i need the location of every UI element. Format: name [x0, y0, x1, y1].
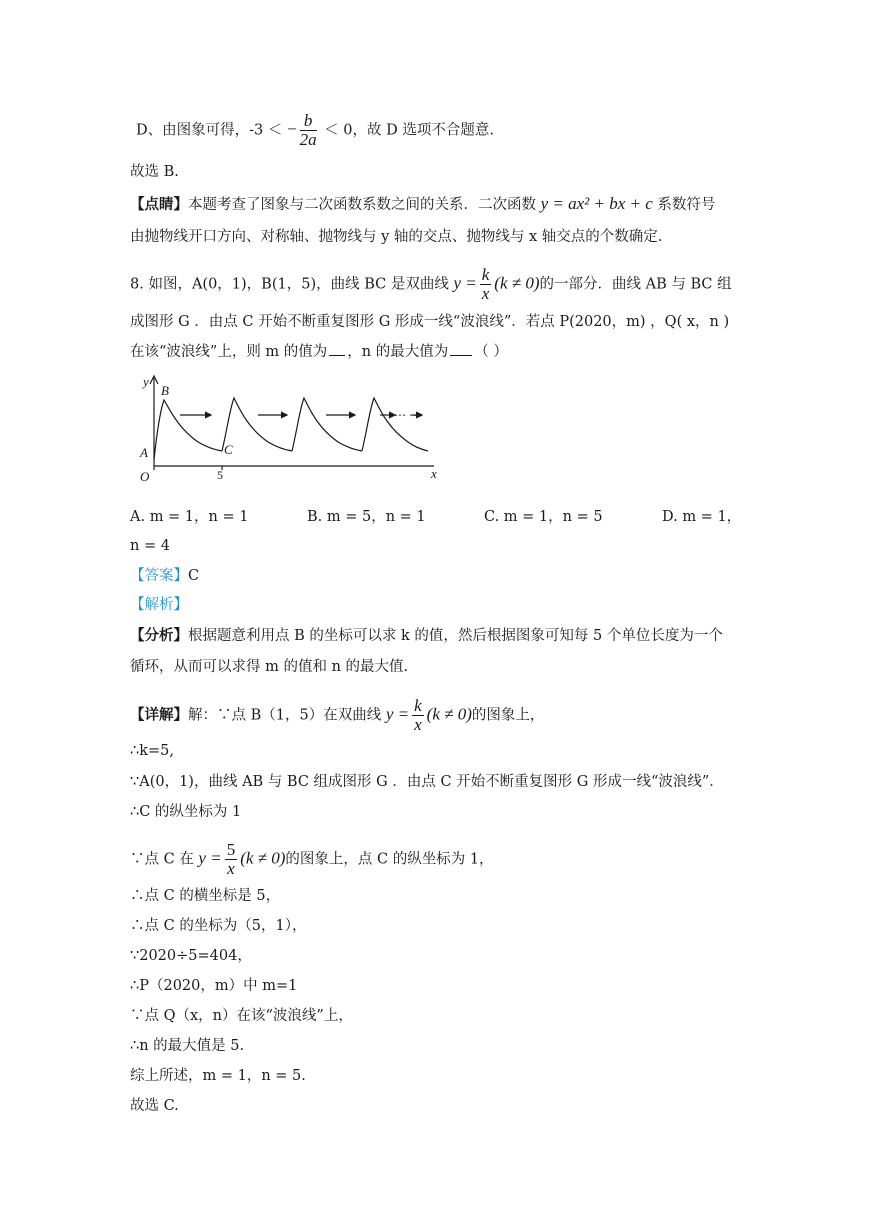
- wave-segment-1: [154, 400, 222, 460]
- dianjing-tag: 【点睛】: [130, 196, 188, 213]
- fraction-5-over-x: $\frac{5}{x}$: [226, 840, 236, 878]
- x-label: x: [431, 466, 437, 481]
- step-11: 综上所述，m = 1，n = 5.: [130, 1068, 306, 1084]
- point-c-label: C: [224, 442, 233, 457]
- fraction-b-over-2a: $\frac{b}{2a}$: [299, 111, 317, 149]
- point-a-label: A: [140, 445, 148, 460]
- step-6: ∴点 C 的坐标为（5，1），: [130, 918, 307, 934]
- wave-segment-4: [362, 398, 428, 451]
- fraction-k-over-x: $\frac{k}{x}$: [481, 265, 490, 303]
- point-b-label: B: [161, 383, 169, 398]
- option-d-cont: n = 4: [130, 538, 170, 554]
- question-8-line2: 成图形 G ．由点 C 开始不断重复图形 G 形成一线“波浪线”．若点 P(2020，m) ，Q( x，n ): [130, 314, 730, 330]
- answer-tag: 【答案】: [130, 568, 188, 584]
- step-2: ∵A(0，1)，曲线 AB 与 BC 组成图形 G ．由点 C 开始不断重复图形 G 形成一线“波浪线”．: [130, 774, 724, 790]
- question-8-line1: 8. 如图，A(0，1)，B(1，5)，曲线 BC 是双曲线 y = $\frac{k}{x}$ (k ≠ 0)的一部分．曲线 AB 与 BC 组: [130, 265, 732, 303]
- step-9: ∵点 Q（x，n）在该“波浪线”上，: [130, 1008, 353, 1024]
- wave-graph: [128, 370, 448, 485]
- dianjing-line2: 由抛物线开口方向、对称轴、抛物线与 y 轴的交点、抛物线与 x 轴交点的个数确定.: [130, 229, 663, 245]
- step-4: ∵点 C 在 y = $\frac{5}{x}$ (k ≠ 0)的图象上，点 C 的纵坐标为 1，: [130, 840, 494, 878]
- tick-label-5: 5: [217, 468, 223, 482]
- option-d: D. m = 1，: [662, 509, 742, 525]
- xiangjie-line: 【详解】解：∵点 B（1，5）在双曲线 y = $\frac{k}{x}$ (k ≠ 0)的图象上，: [130, 696, 545, 734]
- step-3: ∴C 的纵坐标为 1: [130, 804, 242, 820]
- step-12: 故选 C.: [130, 1098, 179, 1114]
- question-8-line3: 在该“波浪线”上，则 m 的值为 ，n 的最大值为 （ ）: [130, 341, 508, 362]
- option-c: C. m = 1，n = 5: [484, 509, 603, 525]
- answer-blank-n: [450, 341, 472, 356]
- jiexi-tag: 【解析】: [130, 597, 188, 613]
- answer-value: C: [188, 568, 200, 584]
- step-5: ∴点 C 的横坐标是 5，: [130, 888, 281, 904]
- fenxi-line1: 【分析】根据题意利用点 B 的坐标可以求 k 的值，然后根据图象可知每 5 个单位长度为一个: [130, 627, 723, 644]
- quadratic-formula: y = ax² + bx + c: [540, 194, 653, 213]
- continuation-dots: ⋯ ⋯: [394, 408, 421, 422]
- fenxi-tag: 【分析】: [130, 627, 188, 644]
- choose-b: 故选 B.: [130, 164, 179, 180]
- step-1: ∴k=5,: [130, 743, 174, 759]
- answer-blank-m: [329, 341, 345, 356]
- fraction-k-over-x-2: $\frac{k}{x}$: [414, 696, 422, 734]
- step-10: ∴n 的最大值是 5.: [130, 1038, 245, 1054]
- y-label: y: [143, 374, 149, 389]
- origin-label: O: [140, 469, 150, 484]
- option-b: B. m = 5，n = 1: [307, 509, 426, 525]
- dianjing-line1: 【点睛】本题考查了图象与二次函数系数之间的关系．二次函数 y = ax² + bx + c 系数符号: [130, 194, 716, 213]
- answer-line: [130, 566, 199, 586]
- wave-segment-3: [292, 398, 362, 451]
- fenxi-line2: 循环，从而可以求得 m 的值和 n 的最大值.: [130, 659, 409, 675]
- option-d-explanation: D、由图象可得，-3 ＜ − $\frac{b}{2a}$ ＜ 0，故 D 选项不合题意.: [136, 111, 494, 149]
- step-7: ∵2020÷5=404，: [130, 948, 252, 964]
- option-a: A. m = 1，n = 1: [130, 509, 249, 525]
- step-8: ∴P（2020，m）中 m=1: [130, 978, 298, 994]
- xiangjie-tag: 【详解】: [130, 706, 188, 724]
